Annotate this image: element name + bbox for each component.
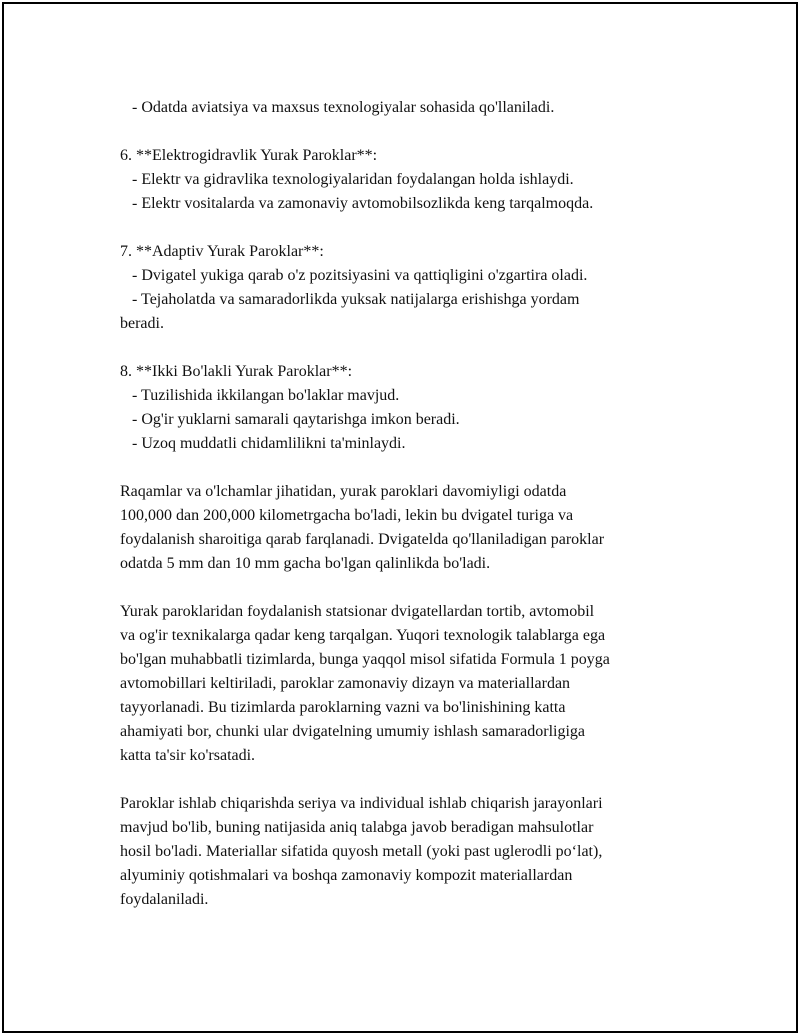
page-frame [2,2,798,1033]
paragraph-line: katta ta'sir ko'rsatadi. [120,747,256,764]
section-7 [120,240,700,336]
bullet-line: - Dvigatel yukiga qarab o'z pozitsiyasini va qattiqligini o'zgartira oladi. [120,267,588,284]
spacer [120,456,700,480]
spacer [120,216,700,240]
bullet-line: - Elektr va gidravlika texnologiyalaridan foydalangan holda ishlaydi. [120,171,574,188]
section-6 [120,144,700,216]
bullet-line: beradi. [120,315,164,332]
paragraph-line: va og'ir texnikalarga qadar keng tarqalgan. Yuqori texnologik talablarga ega [120,627,606,644]
paragraph-line: foydalanish sharoitiga qarab farqlanadi. Dvigatelda qo'llaniladigan paroklar [120,531,605,548]
paragraph-line: avtomobillari keltiriladi, paroklar zamonaviy dizayn va materiallardan [120,675,571,692]
spacer [120,120,700,144]
spacer [120,768,700,792]
paragraph-line: hosil bo'ladi. Materiallar sifatida quyosh metall (yoki past uglerodli po‘lat), [120,843,603,860]
paragraph-line: mavjud bo'lib, buning natijasida aniq talabga javob beradigan mahsulotlar [120,819,594,836]
paragraph-usage [120,600,700,768]
bullet-line: - Elektr vositalarda va zamonaviy avtomobilsozlikda keng tarqalmoqda. [120,195,594,212]
spacer [120,576,700,600]
paragraph-line: odatda 5 mm dan 10 mm gacha bo'lgan qalinlikda bo'ladi. [120,555,491,572]
paragraph-line: Raqamlar va o'lchamlar jihatidan, yurak paroklari davomiyligi odatda [120,483,567,500]
paragraph-line: ahamiyati bor, chunki ular dvigatelning umumiy ishlash samaradorligiga [120,723,586,740]
spacer [120,336,700,360]
section-heading: 7. **Adaptiv Yurak Paroklar**: [120,243,324,260]
paragraph-line: tayyorlanadi. Bu tizimlarda paroklarning vazni va bo'linishining katta [120,699,566,716]
paragraph-line: Yurak paroklaridan foydalanish statsionar dvigatellardan tortib, avtomobil [120,603,595,620]
intro-bullet: - Odatda aviatsiya va maxsus texnologiyalar sohasida qo'llaniladi. [120,99,555,116]
paragraph-line: 100,000 dan 200,000 kilometrgacha bo'ladi, lekin bu dvigatel turiga va [120,507,574,524]
section-8 [120,360,700,456]
bullet-line: - Og'ir yuklarni samarali qaytarishga imkon beradi. [120,411,460,428]
paragraph-manufacturing [120,792,700,912]
paragraph-line: bo'lgan muhabbatli tizimlarda, bunga yaqqol misol sifatida Formula 1 poyga [120,651,610,668]
bullet-line: - Tuzilishida ikkilangan bo'laklar mavjud. [120,387,400,404]
bullet-line: - Tejaholatda va samaradorlikda yuksak natijalarga erishishga yordam [120,291,580,308]
paragraph-line: Paroklar ishlab chiqarishda seriya va individual ishlab chiqarish jarayonlari [120,795,603,812]
section-heading: 8. **Ikki Bo'lakli Yurak Paroklar**: [120,363,353,380]
paragraph-line: foydalaniladi. [120,891,209,908]
section-heading: 6. **Elektrogidravlik Yurak Paroklar**: [120,147,378,164]
paragraph-dimensions [120,480,700,576]
bullet-line: - Uzoq muddatli chidamlilikni ta'minlaydi. [120,435,406,452]
document-body [120,96,700,912]
paragraph-line: alyuminiy qotishmalari va boshqa zamonaviy kompozit materiallardan [120,867,573,884]
